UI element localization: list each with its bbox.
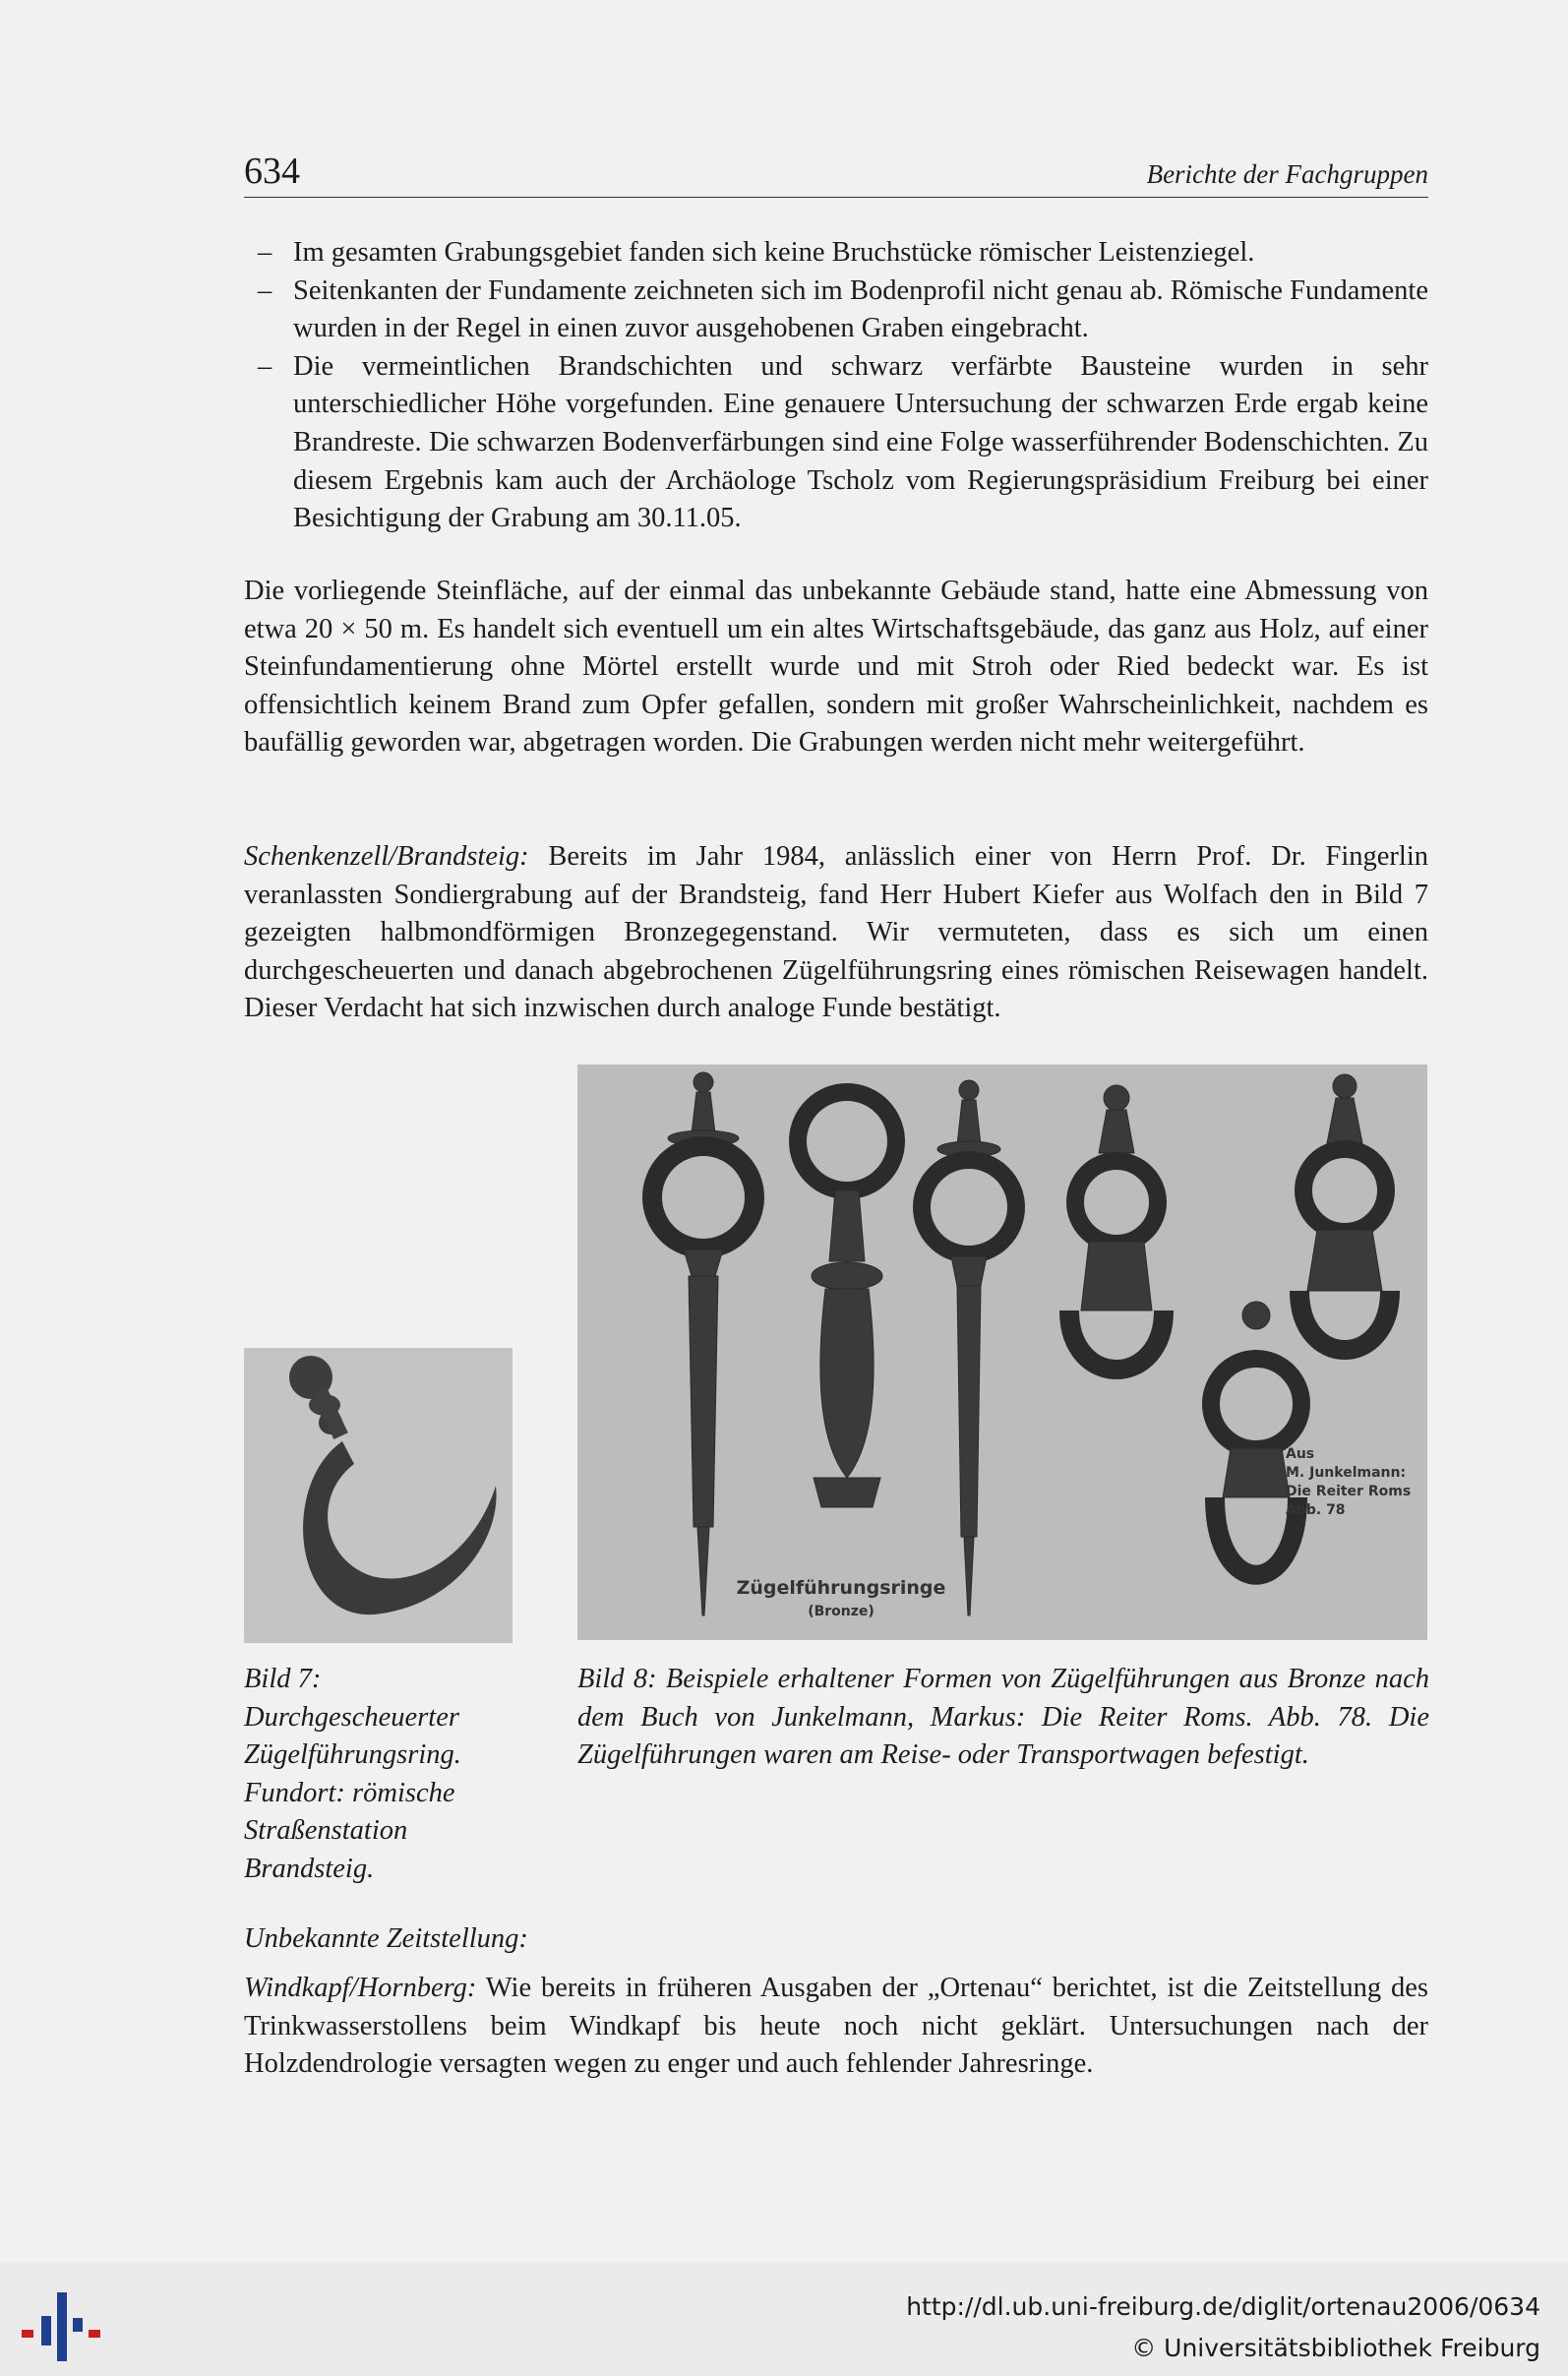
library-footer <box>0 2263 1568 2376</box>
figure-8-caption: Bild 8: Beispiele erhaltener Formen von Zügelführungen aus Bronze nach dem Buch von Junkelmann, Markus: Die Reiter Roms. Abb. 78. Die Zügelführungen waren am Reise- oder Transportwagen befestigt. <box>577 1664 1429 1771</box>
page-number: 634 <box>244 151 300 192</box>
rein-rings-photo <box>577 1065 1427 1640</box>
paragraph-lead: Schenkenzell/Brandsteig: <box>244 841 529 872</box>
document-url-link[interactable]: http://dl.ub.uni-freiburg.de/diglit/ortenau2006/0634 <box>906 2292 1540 2321</box>
crescent-ring-photo <box>244 1348 513 1643</box>
paragraph-building: Die vorliegende Steinfläche, auf der einmal das unbekannte Gebäude stand, hatte eine Abmessung von etwa 20 × 50 m. Es handelt sich eventuell um ein altes Wirtschaftsgebäude, das ganz aus Holz, auf einer Steinfundamentierung ohne Mörtel erstellt wurde und mit Stroh oder Ried bedeckt war. Es ist offensichtlich keinem Brand zum Opfer gefallen, sondern mit großer Wahrscheinlichkeit, nachdem es baufällig geworden war, abgetragen worden. Die Grabungen werden nicht mehr weitergeführt. <box>244 576 1428 759</box>
section-heading: Unbekannte Zeitstellung: <box>244 1923 528 1954</box>
list-item <box>244 234 1428 273</box>
paragraph-body: Bereits im Jahr 1984, anlässlich einer von Herrn Prof. Dr. Fingerlin veranlassten Sondiergrabung auf der Brandsteig, fand Herr Hubert Kiefer aus Wolfach den in Bild 7 gezeigten halbmondförmigen Bronzegegenstand. Wir vermuteten, dass es sich um einen durchgescheuerten und danach abgebrochenen Zügelführungsring eines römischen Reisewagen handelt. Dieser Verdacht hat sich inzwischen durch analoge Funde bestätigt. <box>244 841 1428 1024</box>
figure-7-image <box>244 1348 513 1643</box>
source-line: Aus <box>1286 1446 1315 1462</box>
paragraph-windkapf <box>244 1970 1428 2084</box>
source-line: Abb. 78 <box>1286 1502 1346 1518</box>
source-line: Die Reiter Roms <box>1286 1484 1412 1499</box>
list-item-text: Im gesamten Grabungsgebiet fanden sich keine Bruchstücke römischer Leistenziegel. <box>293 237 1255 268</box>
list-item <box>244 273 1428 348</box>
figure-label-main: Zügelführungsringe <box>736 1577 946 1599</box>
paragraph-brandsteig <box>244 838 1428 1028</box>
paragraph-body: Wie bereits in früheren Ausgaben der „Ortenau“ berichtet, ist die Zeitstellung des Trinkwasserstollens beim Windkapf bis heute noch nicht geklärt. Untersuchungen nach der Holzdendrologie versagten wegen zu enger und auch fehlender Jahresringe. <box>244 1973 1428 2080</box>
ub-freiburg-logo-icon[interactable] <box>22 2292 106 2361</box>
paragraph-lead: Windkapf/Hornberg: <box>244 1973 477 2003</box>
figure-label-sub: (Bronze) <box>808 1604 874 1619</box>
bullet-dash: – <box>258 237 272 268</box>
figure-7-caption: Bild 7: Durchgescheuerter Zügelführungsring. Fundort: römische Straßenstation Brandsteig. <box>244 1664 461 1884</box>
list-item-text: Die vermeintlichen Brandschichten und schwarz verfärbte Bausteine wurden in sehr unterschiedlicher Höhe vorgefunden. Eine genauere Untersuchung der schwarzen Erde ergab keine Brandreste. Die schwarzen Bodenverfärbungen sind eine Folge wasserführender Bodenschichten. Zu diesem Ergebnis kam auch der Archäologe Tscholz vom Regierungspräsidium Freiburg bei einer Besichtigung der Grabung am 30.11.05. <box>293 350 1428 534</box>
bullet-list <box>244 234 1428 538</box>
list-item-text: Seitenkanten der Fundamente zeichneten sich im Bodenprofil nicht genau ab. Römische Fundamente wurden in der Regel in einen zuvor ausgehobenen Graben eingebracht. <box>293 274 1428 344</box>
bullet-dash: – <box>258 350 272 382</box>
figure-8-image <box>577 1065 1427 1640</box>
copyright-text: © Universitätsbibliothek Freiburg <box>1131 2334 1540 2362</box>
page-header <box>244 146 1428 198</box>
bullet-dash: – <box>258 274 272 306</box>
source-line: M. Junkelmann: <box>1286 1465 1407 1481</box>
running-title: Berichte der Fachgruppen <box>1146 159 1428 189</box>
list-item <box>244 348 1428 538</box>
